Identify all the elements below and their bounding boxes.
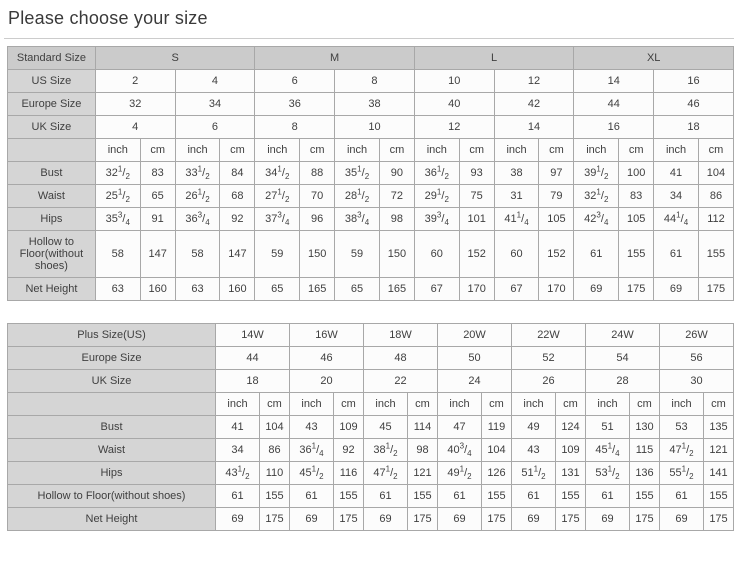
value-cell: 155 xyxy=(698,231,733,278)
row-label-cell: Bust xyxy=(8,416,216,439)
value-cell: 100 xyxy=(619,162,654,185)
value-cell: 14 xyxy=(574,70,654,93)
value-cell: 14W xyxy=(216,324,290,347)
value-cell: 175 xyxy=(630,508,660,531)
table-row xyxy=(8,278,734,301)
size-group-cell: M xyxy=(255,47,415,70)
value-cell: 147 xyxy=(140,231,175,278)
row-label-cell: Hips xyxy=(8,462,216,485)
page-title: Please choose your size xyxy=(8,8,208,28)
value-cell: 91 xyxy=(140,208,175,231)
table-row xyxy=(8,93,734,116)
row-label-cell: Net Height xyxy=(8,508,216,531)
row-label-cell: UK Size xyxy=(8,116,96,139)
value-cell: $45^1/_4$ xyxy=(586,439,630,462)
unit-cell: cm xyxy=(334,393,364,416)
value-cell: 152 xyxy=(459,231,494,278)
value-cell: $44^1/_4$ xyxy=(654,208,699,231)
unit-cell: inch xyxy=(586,393,630,416)
value-cell: 104 xyxy=(482,439,512,462)
unit-cell: inch xyxy=(574,139,619,162)
table-row xyxy=(8,393,734,416)
value-cell: 175 xyxy=(619,278,654,301)
value-cell: 155 xyxy=(260,485,290,508)
value-cell: 61 xyxy=(512,485,556,508)
value-cell: 160 xyxy=(140,278,175,301)
value-cell: 70 xyxy=(300,185,335,208)
value-cell: 86 xyxy=(260,439,290,462)
value-cell: $37^3/_4$ xyxy=(255,208,300,231)
unit-cell: cm xyxy=(619,139,654,162)
unit-cell: inch xyxy=(175,139,220,162)
value-cell: 119 xyxy=(482,416,512,439)
value-cell: 96 xyxy=(300,208,335,231)
value-cell: 24W xyxy=(586,324,660,347)
value-cell: 8 xyxy=(255,116,335,139)
value-cell: 160 xyxy=(220,278,255,301)
row-label-cell xyxy=(8,393,216,416)
value-cell: 68 xyxy=(220,185,255,208)
value-cell: 16W xyxy=(290,324,364,347)
value-cell: 10 xyxy=(335,116,415,139)
value-cell: 59 xyxy=(335,231,380,278)
table-row xyxy=(8,416,734,439)
value-cell: 59 xyxy=(255,231,300,278)
table-row xyxy=(8,508,734,531)
value-cell: 92 xyxy=(334,439,364,462)
value-cell: $40^3/_4$ xyxy=(438,439,482,462)
value-cell: $34^1/_2$ xyxy=(255,162,300,185)
value-cell: 41 xyxy=(654,162,699,185)
value-cell: $53^1/_2$ xyxy=(586,462,630,485)
plus-table-body xyxy=(8,324,734,531)
value-cell: 10 xyxy=(414,70,494,93)
value-cell: 155 xyxy=(630,485,660,508)
value-cell: 121 xyxy=(704,439,734,462)
value-cell: 93 xyxy=(459,162,494,185)
value-cell: 84 xyxy=(220,162,255,185)
value-cell: 46 xyxy=(290,347,364,370)
unit-cell: cm xyxy=(630,393,660,416)
value-cell: 34 xyxy=(175,93,255,116)
value-cell: 101 xyxy=(459,208,494,231)
value-cell: 86 xyxy=(698,185,733,208)
value-cell: 26W xyxy=(660,324,734,347)
value-cell: $32^1/_2$ xyxy=(95,162,140,185)
value-cell: 98 xyxy=(379,208,414,231)
standard-table-body xyxy=(8,47,734,301)
value-cell: 114 xyxy=(408,416,438,439)
table-row xyxy=(8,347,734,370)
value-cell: 69 xyxy=(660,508,704,531)
row-label-cell: Hollow to Floor(without shoes) xyxy=(8,231,96,278)
unit-cell: cm xyxy=(539,139,574,162)
value-cell: 72 xyxy=(379,185,414,208)
value-cell: $39^3/_4$ xyxy=(414,208,459,231)
table-row xyxy=(8,139,734,162)
value-cell: $35^1/_2$ xyxy=(335,162,380,185)
row-label-cell: Bust xyxy=(8,162,96,185)
value-cell: 170 xyxy=(539,278,574,301)
unit-cell: cm xyxy=(698,139,733,162)
value-cell: 75 xyxy=(459,185,494,208)
value-cell: 58 xyxy=(175,231,220,278)
value-cell: 43 xyxy=(512,439,556,462)
value-cell: 54 xyxy=(586,347,660,370)
value-cell: 46 xyxy=(654,93,734,116)
value-cell: 56 xyxy=(660,347,734,370)
value-cell: 34 xyxy=(216,439,260,462)
value-cell: 69 xyxy=(364,508,408,531)
value-cell: 58 xyxy=(95,231,140,278)
value-cell: $35^3/_4$ xyxy=(95,208,140,231)
title-divider xyxy=(4,38,734,39)
unit-cell: inch xyxy=(95,139,140,162)
row-label-cell: Europe Size xyxy=(8,347,216,370)
value-cell: $33^1/_2$ xyxy=(175,162,220,185)
value-cell: $36^3/_4$ xyxy=(175,208,220,231)
standard-size-table xyxy=(7,46,734,301)
value-cell: 105 xyxy=(539,208,574,231)
value-cell: 42 xyxy=(494,93,574,116)
value-cell: 175 xyxy=(698,278,733,301)
value-cell: 61 xyxy=(290,485,334,508)
value-cell: 31 xyxy=(494,185,539,208)
value-cell: $49^1/_2$ xyxy=(438,462,482,485)
value-cell: 104 xyxy=(260,416,290,439)
value-cell: 65 xyxy=(140,185,175,208)
value-cell: $41^1/_4$ xyxy=(494,208,539,231)
value-cell: 109 xyxy=(334,416,364,439)
value-cell: 165 xyxy=(300,278,335,301)
row-label-cell: Europe Size xyxy=(8,93,96,116)
unit-cell: cm xyxy=(300,139,335,162)
value-cell: 90 xyxy=(379,162,414,185)
size-group-cell: L xyxy=(414,47,574,70)
value-cell: 83 xyxy=(619,185,654,208)
value-cell: 109 xyxy=(556,439,586,462)
value-cell: 83 xyxy=(140,162,175,185)
value-cell: 155 xyxy=(408,485,438,508)
value-cell: 34 xyxy=(654,185,699,208)
value-cell: 61 xyxy=(586,485,630,508)
value-cell: 18 xyxy=(216,370,290,393)
value-cell: 16 xyxy=(654,70,734,93)
value-cell: $43^1/_2$ xyxy=(216,462,260,485)
value-cell: 4 xyxy=(175,70,255,93)
value-cell: 45 xyxy=(364,416,408,439)
value-cell: 105 xyxy=(619,208,654,231)
size-group-cell: XL xyxy=(574,47,734,70)
value-cell: 49 xyxy=(512,416,556,439)
value-cell: $25^1/_2$ xyxy=(95,185,140,208)
value-cell: 53 xyxy=(660,416,704,439)
value-cell: 152 xyxy=(539,231,574,278)
table-row xyxy=(8,47,734,70)
value-cell: 61 xyxy=(438,485,482,508)
value-cell: 79 xyxy=(539,185,574,208)
value-cell: 69 xyxy=(574,278,619,301)
value-cell: $51^1/_2$ xyxy=(512,462,556,485)
value-cell: $27^1/_2$ xyxy=(255,185,300,208)
unit-cell: inch xyxy=(414,139,459,162)
table-row xyxy=(8,485,734,508)
value-cell: 16 xyxy=(574,116,654,139)
value-cell: $36^1/_4$ xyxy=(290,439,334,462)
value-cell: 63 xyxy=(175,278,220,301)
value-cell: 104 xyxy=(698,162,733,185)
size-group-cell: S xyxy=(95,47,255,70)
value-cell: $32^1/_2$ xyxy=(574,185,619,208)
table-row xyxy=(8,370,734,393)
value-cell: 52 xyxy=(512,347,586,370)
value-cell: 41 xyxy=(216,416,260,439)
value-cell: 69 xyxy=(654,278,699,301)
unit-cell: cm xyxy=(459,139,494,162)
value-cell: 47 xyxy=(438,416,482,439)
value-cell: 67 xyxy=(494,278,539,301)
value-cell: 51 xyxy=(586,416,630,439)
value-cell: $47^1/_2$ xyxy=(660,439,704,462)
unit-cell: cm xyxy=(408,393,438,416)
row-label-cell: Hollow to Floor(without shoes) xyxy=(8,485,216,508)
value-cell: $36^1/_2$ xyxy=(414,162,459,185)
value-cell: 22W xyxy=(512,324,586,347)
unit-cell: inch xyxy=(216,393,260,416)
value-cell: $38^3/_4$ xyxy=(335,208,380,231)
value-cell: 116 xyxy=(334,462,364,485)
unit-cell: cm xyxy=(482,393,512,416)
value-cell: 12 xyxy=(494,70,574,93)
value-cell: 65 xyxy=(255,278,300,301)
value-cell: 175 xyxy=(260,508,290,531)
value-cell: 88 xyxy=(300,162,335,185)
value-cell: 175 xyxy=(556,508,586,531)
row-label-cell: US Size xyxy=(8,70,96,93)
value-cell: 38 xyxy=(335,93,415,116)
value-cell: 69 xyxy=(216,508,260,531)
value-cell: 32 xyxy=(95,93,175,116)
value-cell: 20 xyxy=(290,370,364,393)
value-cell: 131 xyxy=(556,462,586,485)
value-cell: 155 xyxy=(482,485,512,508)
row-label-cell: Net Height xyxy=(8,278,96,301)
value-cell: 175 xyxy=(704,508,734,531)
value-cell: 175 xyxy=(334,508,364,531)
value-cell: 61 xyxy=(364,485,408,508)
value-cell: 22 xyxy=(364,370,438,393)
table-row xyxy=(8,185,734,208)
unit-cell: inch xyxy=(494,139,539,162)
value-cell: 6 xyxy=(175,116,255,139)
value-cell: 136 xyxy=(630,462,660,485)
plus-size-table xyxy=(7,323,734,531)
unit-cell: inch xyxy=(438,393,482,416)
value-cell: 175 xyxy=(482,508,512,531)
row-label-cell: Waist xyxy=(8,185,96,208)
value-cell: 69 xyxy=(586,508,630,531)
value-cell: 130 xyxy=(630,416,660,439)
value-cell: 18W xyxy=(364,324,438,347)
value-cell: 6 xyxy=(255,70,335,93)
value-cell: $26^1/_2$ xyxy=(175,185,220,208)
value-cell: 175 xyxy=(408,508,438,531)
value-cell: 48 xyxy=(364,347,438,370)
unit-cell: cm xyxy=(704,393,734,416)
value-cell: 4 xyxy=(95,116,175,139)
value-cell: 135 xyxy=(704,416,734,439)
table-row xyxy=(8,439,734,462)
value-cell: 110 xyxy=(260,462,290,485)
unit-cell: inch xyxy=(255,139,300,162)
value-cell: 12 xyxy=(414,116,494,139)
value-cell: 126 xyxy=(482,462,512,485)
value-cell: 36 xyxy=(255,93,335,116)
table-row xyxy=(8,462,734,485)
table-row xyxy=(8,70,734,93)
value-cell: 170 xyxy=(459,278,494,301)
row-label-cell: Hips xyxy=(8,208,96,231)
value-cell: $47^1/_2$ xyxy=(364,462,408,485)
value-cell: 60 xyxy=(414,231,459,278)
value-cell: $55^1/_2$ xyxy=(660,462,704,485)
value-cell: 44 xyxy=(216,347,290,370)
value-cell: 150 xyxy=(300,231,335,278)
value-cell: 155 xyxy=(556,485,586,508)
value-cell: 92 xyxy=(220,208,255,231)
value-cell: 40 xyxy=(414,93,494,116)
value-cell: 69 xyxy=(512,508,556,531)
value-cell: 61 xyxy=(654,231,699,278)
value-cell: $29^1/_2$ xyxy=(414,185,459,208)
row-label-cell: Waist xyxy=(8,439,216,462)
value-cell: 112 xyxy=(698,208,733,231)
unit-cell: cm xyxy=(379,139,414,162)
table-row xyxy=(8,116,734,139)
value-cell: 69 xyxy=(438,508,482,531)
unit-cell: inch xyxy=(512,393,556,416)
value-cell: 147 xyxy=(220,231,255,278)
value-cell: 98 xyxy=(408,439,438,462)
row-label-cell: Plus Size(US) xyxy=(8,324,216,347)
table-row xyxy=(8,208,734,231)
value-cell: 63 xyxy=(95,278,140,301)
value-cell: 141 xyxy=(704,462,734,485)
value-cell: 69 xyxy=(290,508,334,531)
row-label-cell xyxy=(8,139,96,162)
unit-cell: cm xyxy=(260,393,290,416)
row-label-cell: Standard Size xyxy=(8,47,96,70)
value-cell: 61 xyxy=(660,485,704,508)
unit-cell: inch xyxy=(660,393,704,416)
unit-cell: inch xyxy=(335,139,380,162)
value-cell: 2 xyxy=(95,70,175,93)
value-cell: 24 xyxy=(438,370,512,393)
value-cell: 124 xyxy=(556,416,586,439)
table-row xyxy=(8,162,734,185)
value-cell: 50 xyxy=(438,347,512,370)
value-cell: 38 xyxy=(494,162,539,185)
size-guide-page xyxy=(4,8,734,531)
value-cell: $42^3/_4$ xyxy=(574,208,619,231)
value-cell: 165 xyxy=(379,278,414,301)
value-cell: 150 xyxy=(379,231,414,278)
value-cell: 61 xyxy=(216,485,260,508)
row-label-cell: UK Size xyxy=(8,370,216,393)
value-cell: 65 xyxy=(335,278,380,301)
unit-cell: inch xyxy=(364,393,408,416)
value-cell: 8 xyxy=(335,70,415,93)
value-cell: 43 xyxy=(290,416,334,439)
value-cell: 155 xyxy=(334,485,364,508)
value-cell: 18 xyxy=(654,116,734,139)
value-cell: 61 xyxy=(574,231,619,278)
value-cell: 26 xyxy=(512,370,586,393)
value-cell: $28^1/_2$ xyxy=(335,185,380,208)
unit-cell: cm xyxy=(140,139,175,162)
value-cell: 28 xyxy=(586,370,660,393)
unit-cell: cm xyxy=(556,393,586,416)
value-cell: 20W xyxy=(438,324,512,347)
value-cell: 115 xyxy=(630,439,660,462)
unit-cell: inch xyxy=(290,393,334,416)
value-cell: 155 xyxy=(704,485,734,508)
value-cell: 44 xyxy=(574,93,654,116)
unit-cell: cm xyxy=(220,139,255,162)
unit-cell: inch xyxy=(654,139,699,162)
table-row xyxy=(8,231,734,278)
value-cell: 60 xyxy=(494,231,539,278)
value-cell: 67 xyxy=(414,278,459,301)
value-cell: 30 xyxy=(660,370,734,393)
table-row xyxy=(8,324,734,347)
value-cell: 155 xyxy=(619,231,654,278)
value-cell: $38^1/_2$ xyxy=(364,439,408,462)
value-cell: $39^1/_2$ xyxy=(574,162,619,185)
value-cell: 97 xyxy=(539,162,574,185)
value-cell: 14 xyxy=(494,116,574,139)
value-cell: $45^1/_2$ xyxy=(290,462,334,485)
value-cell: 121 xyxy=(408,462,438,485)
